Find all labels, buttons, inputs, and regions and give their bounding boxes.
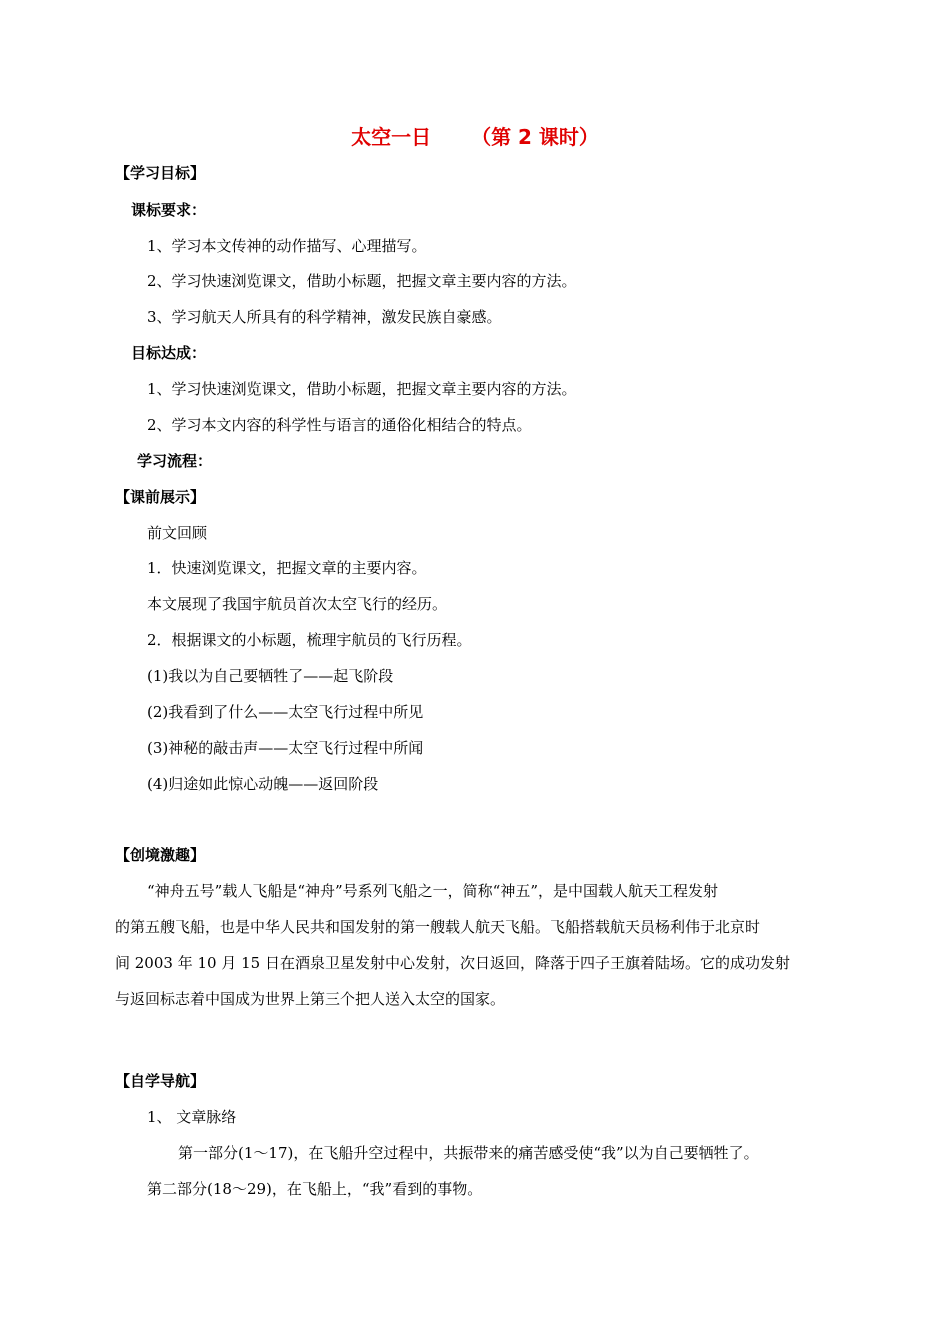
review-label: 前文回顾 [147, 524, 208, 542]
stage-item: (4)归途如此惊心动魄——返回阶段 [147, 775, 379, 793]
motivation-line: 间 2003 年 10 月 15 日在酒泉卫星发射中心发射，次日返回，降落于四子王旗着陆场。它的成功发射 [115, 954, 790, 972]
objectives-heading: 【学习目标】 [115, 164, 206, 182]
goal-item: 2、学习本文内容的科学性与语言的通俗化相结合的特点。 [147, 416, 532, 434]
preview-heading: 【课前展示】 [115, 488, 206, 506]
question-1: 1．快速浏览课文，把握文章的主要内容。 [147, 559, 427, 577]
answer-1: 本文展现了我国宇航员首次太空飞行的经历。 [147, 595, 448, 613]
question-2: 2．根据课文的小标题，梳理宇航员的飞行历程。 [147, 631, 472, 649]
title-main: 太空一日 [351, 125, 432, 149]
curriculum-label: 课标要求： [131, 201, 207, 219]
goal-item: 1、学习快速浏览课文，借助小标题，把握文章主要内容的方法。 [147, 380, 577, 398]
motivation-heading: 【创境激趣】 [115, 846, 206, 864]
motivation-line: 与返回标志着中国成为世界上第三个把人送入太空的国家。 [115, 990, 506, 1008]
motivation-line: “神舟五号”载人飞船是“神舟”号系列飞船之一，简称“神五”，是中国载人航天工程发射 [147, 882, 719, 900]
part-2: 第二部分(18～29)，在飞船上，“我”看到的事物。 [147, 1180, 483, 1198]
curriculum-item: 3、学习航天人所具有的科学精神，激发民族自豪感。 [147, 308, 502, 326]
self-study-heading: 【自学导航】 [115, 1072, 206, 1090]
stage-item: (2)我看到了什么——太空飞行过程中所见 [147, 703, 424, 721]
stage-item: (3)神秘的敲击声——太空飞行过程中所闻 [147, 739, 424, 757]
curriculum-item: 1、学习本文传神的动作描写、心理描写。 [147, 237, 427, 255]
motivation-line: 的第五艘飞船，也是中华人民共和国发射的第一艘载人航天飞船。飞船搭载航天员杨利伟于北京时 [115, 918, 761, 936]
outline-item: 1、 文章脉络 [147, 1108, 237, 1126]
title-lesson: （第 2 课时） [471, 125, 599, 149]
part-1: 第一部分(1～17)，在飞船升空过程中，共振带来的痛苦感受使“我”以为自己要牺牲了。 [178, 1144, 759, 1162]
page-title [0, 123, 950, 151]
curriculum-item: 2、学习快速浏览课文，借助小标题，把握文章主要内容的方法。 [147, 272, 577, 290]
process-label: 学习流程： [137, 452, 213, 470]
goal-label: 目标达成： [131, 344, 207, 362]
stage-item: (1)我以为自己要牺牲了——起飞阶段 [147, 667, 394, 685]
